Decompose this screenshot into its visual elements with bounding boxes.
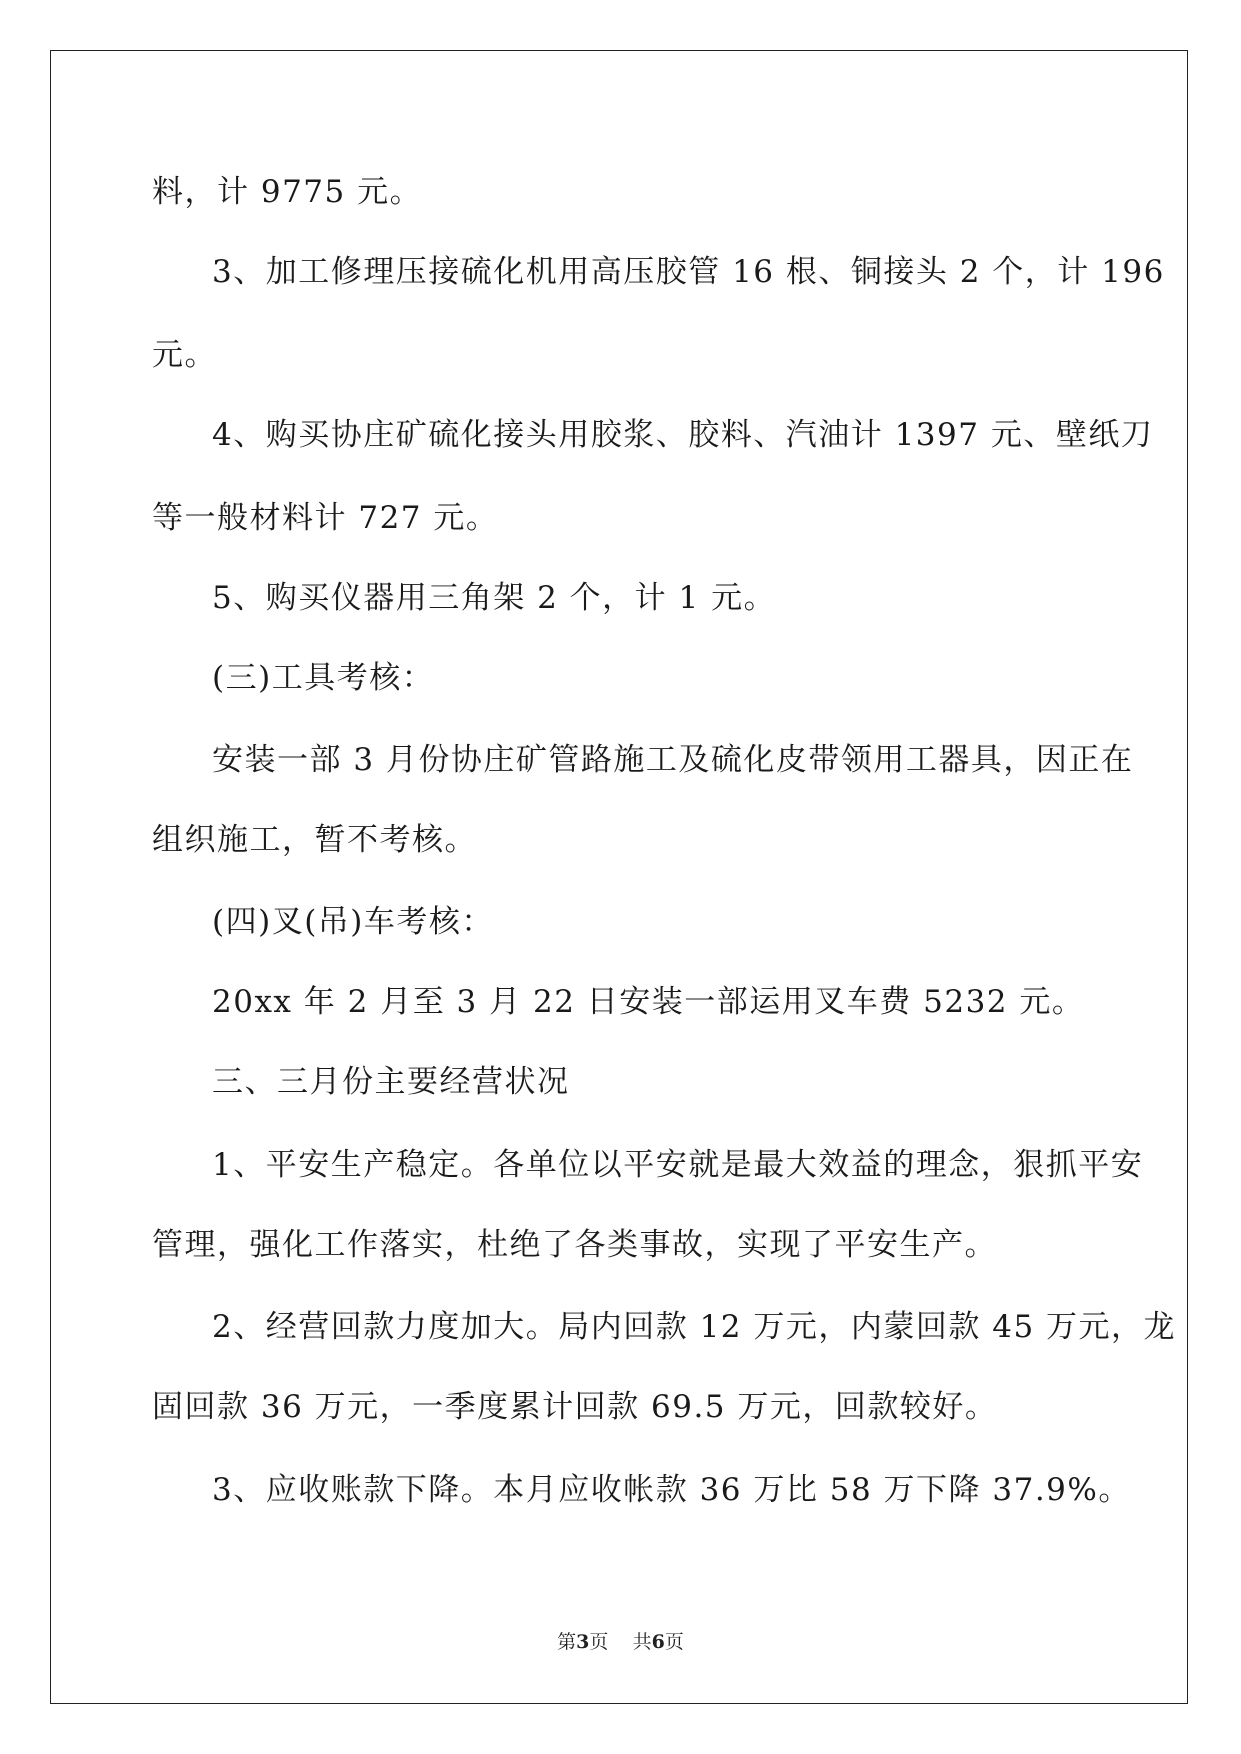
body-line: 料，计 9775 元。 xyxy=(152,174,423,210)
body-line: 管理，强化工作落实，杜绝了各类事故，实现了平安生产。 xyxy=(152,1227,997,1263)
body-line: 4、购买协庄矿硫化接头用胶浆、胶料、汽油计 1397 元、壁纸刀 xyxy=(212,417,1154,453)
section-heading-tools: (三)工具考核： xyxy=(212,660,435,696)
body-line: 2、经营回款力度加大。局内回款 12 万元，内蒙回款 45 万元，龙 xyxy=(212,1309,1177,1345)
page-footer xyxy=(0,1630,1241,1654)
total-suffix: 页 xyxy=(664,1631,684,1653)
body-line: 固回款 36 万元，一季度累计回款 69.5 万元，回款较好。 xyxy=(152,1389,998,1425)
total-pages: 6 xyxy=(651,1631,665,1653)
page-number: 3 xyxy=(576,1631,590,1653)
page-border xyxy=(50,50,1188,1704)
body-line: 安装一部 3 月份协庄矿管路施工及硫化皮带领用工器具，因正在 xyxy=(212,742,1134,778)
body-line: 组织施工，暂不考核。 xyxy=(152,822,477,858)
body-line: 3、加工修理压接硫化机用高压胶管 16 根、铜接头 2 个，计 196 xyxy=(212,254,1165,290)
body-line: 5、购买仪器用三角架 2 个，计 1 元。 xyxy=(212,580,777,616)
page-suffix: 页 xyxy=(589,1631,609,1653)
section-heading-operations: 三、三月份主要经营状况 xyxy=(212,1064,570,1100)
body-line: 等一般材料计 727 元。 xyxy=(152,500,499,536)
body-line: 1、平安生产稳定。各单位以平安就是最大效益的理念，狠抓平安 xyxy=(212,1147,1144,1183)
body-line: 元。 xyxy=(152,337,217,373)
total-prefix: 共 xyxy=(632,1631,652,1653)
body-line: 20xx 年 2 月至 3 月 22 日安装一部运用叉车费 5232 元。 xyxy=(212,984,1085,1020)
body-line: 3、应收账款下降。本月应收帐款 36 万比 58 万下降 37.9%。 xyxy=(212,1472,1131,1508)
section-heading-forklift: (四)叉(吊)车考核： xyxy=(212,904,494,940)
page-prefix: 第 xyxy=(557,1631,577,1653)
